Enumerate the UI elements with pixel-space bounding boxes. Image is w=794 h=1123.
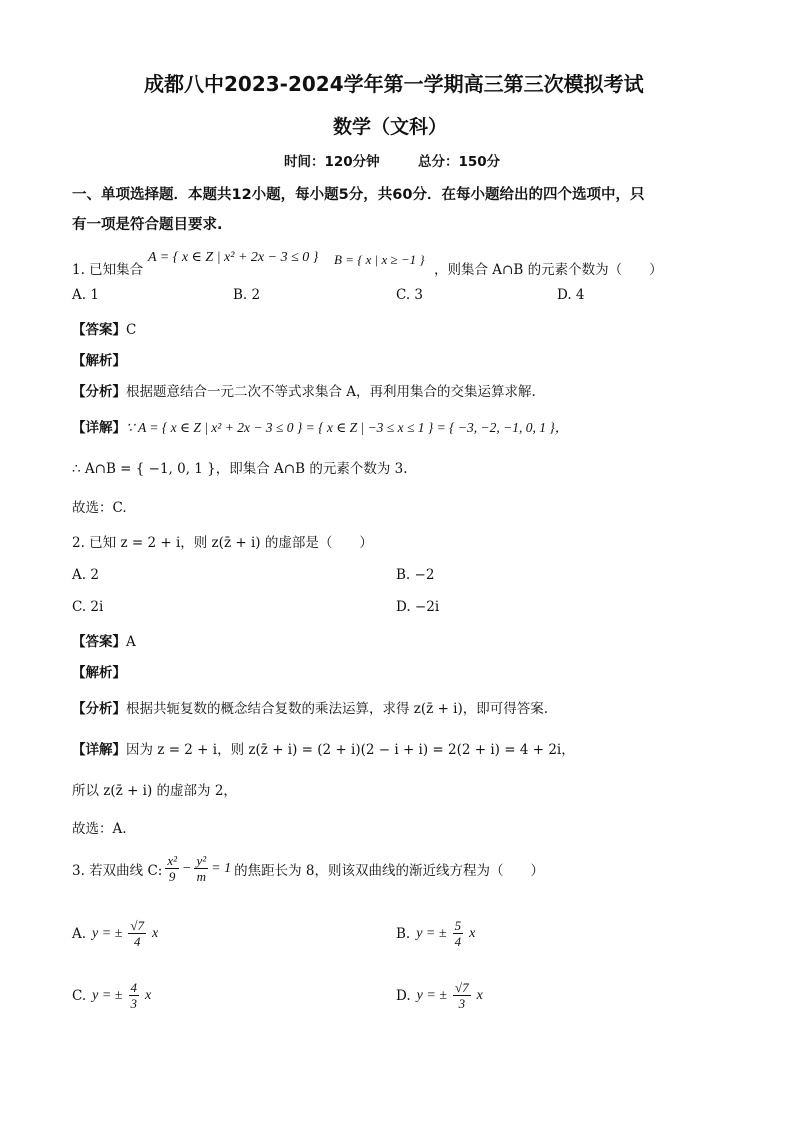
q3-option-c — [72, 980, 151, 1011]
q2-option-c: C. 2i — [72, 599, 104, 615]
q1-set-a: A = { x ∈ Z | x² + 2x − 3 ≤ 0 } — [148, 250, 319, 265]
q2-answer-tag: 【答案】 — [72, 634, 126, 650]
q2-detail2: 所以 z(z̄ + i) 的虚部为 2， — [72, 783, 237, 799]
q1-detail2: ∴ A∩B = { −1, 0, 1 }，即集合 A∩B 的元素个数为 3. — [72, 461, 408, 477]
q1-option-d: D. 4 — [557, 287, 585, 303]
q3-option-d-frac — [453, 980, 471, 1011]
q3-frac-y — [194, 853, 208, 884]
q3-stem-prefix: 3. 若双曲线 C: — [72, 862, 163, 879]
q3-option-c-pre: y = ± — [92, 987, 123, 1003]
q2-option-a: A. 2 — [72, 567, 99, 583]
q1-option-a: A. 1 — [72, 287, 99, 303]
q3-stem-suffix: 的焦距长为 8，则该双曲线的渐近线方程为（ ） — [234, 862, 544, 879]
q2-answer: A — [126, 634, 136, 650]
q3-stem — [72, 853, 544, 884]
q2-analysis-tag: 【解析】 — [72, 665, 126, 681]
q3-option-d-pre: y = ± — [416, 987, 447, 1003]
q1-set-b: B = { x | x ≥ −1 } — [334, 252, 425, 267]
q2-detail: 因为 z = 2 + i，则 z(z̄ + i) = (2 + i)(2 − i + i) = 2(2 + i) = 4 + 2i， — [126, 742, 575, 758]
q3-minus: − — [182, 860, 192, 876]
q3-option-d-num: √7 — [455, 980, 469, 995]
section-heading-line2: 有一项是符合题目要求. — [72, 217, 223, 233]
q1-detail: ∵ A = { x ∈ Z | x² + 2x − 3 ≤ 0 } = { x ∈ Z | −3 ≤ x ≤ 1 } = { −3, −2, −1, 0, 1 }， — [126, 420, 569, 435]
exam-total-score: 总分：150分 — [418, 154, 501, 170]
page-title: 成都八中2023-2024学年第一学期高三第三次模拟考试 — [144, 72, 644, 96]
q3-option-b-den: 4 — [454, 934, 462, 949]
q3-frac-x-num: x² — [167, 853, 178, 868]
q2-answer-line — [72, 630, 136, 650]
q3-option-c-frac — [129, 980, 140, 1011]
q1-fenxi: 根据题意结合一元二次不等式求集合 A，再利用集合的交集运算求解. — [126, 384, 536, 400]
q2-fenxi: 根据共轭复数的概念结合复数的乘法运算，求得 z(z̄ + i)，即可得答案. — [126, 701, 549, 717]
q3-option-b-pre: y = ± — [416, 925, 447, 941]
q2-fenxi-tag: 【分析】 — [72, 701, 126, 717]
exam-time: 时间：120分钟 — [284, 154, 380, 170]
q1-fenxi-tag: 【分析】 — [72, 384, 126, 400]
q1-answer-line — [72, 318, 136, 338]
q3-option-a-post: x — [152, 925, 159, 941]
q2-stem: 2. 已知 z = 2 + i，则 z(z̄ + i) 的虚部是（ ） — [72, 535, 373, 551]
q3-frac-x-den: 9 — [168, 869, 176, 884]
q3-option-d — [396, 980, 483, 1011]
q3-option-a-den: 4 — [133, 934, 141, 949]
q2-detail-line — [72, 738, 575, 758]
q3-option-c-post: x — [145, 987, 152, 1003]
q3-option-d-post: x — [476, 987, 483, 1003]
q3-frac-y-den: m — [196, 869, 206, 884]
q3-option-b-frac — [453, 918, 464, 949]
q3-option-b-num: 5 — [454, 918, 462, 933]
q3-option-d-den: 3 — [458, 996, 466, 1011]
q1-detail-tag: 【详解】 — [72, 420, 126, 436]
q1-stem-suffix: ，则集合 A∩B 的元素个数为（ ） — [434, 262, 663, 278]
q2-choose: 故选：A. — [72, 821, 127, 837]
section-heading-line1: 一、单项选择题．本题共12小题，每小题5分，共60分．在每小题给出的四个选项中，只 — [72, 187, 645, 203]
q3-option-b-post: x — [469, 925, 476, 941]
q3-option-a-pre: y = ± — [92, 925, 123, 941]
q1-answer: C — [126, 322, 137, 338]
q2-option-b: B. −2 — [396, 567, 435, 583]
q1-option-b: B. 2 — [233, 287, 261, 303]
q3-eq: = 1 — [211, 860, 232, 876]
q1-answer-tag: 【答案】 — [72, 322, 126, 338]
q3-option-a-frac — [128, 918, 146, 949]
q1-fenxi-line — [72, 380, 536, 400]
q1-choose: 故选：C. — [72, 500, 127, 516]
q2-option-d: D. −2i — [396, 599, 440, 615]
q3-option-a-label: A. — [72, 925, 87, 942]
q3-option-a — [72, 918, 158, 949]
q3-option-c-num: 4 — [130, 980, 137, 995]
q3-option-b — [396, 918, 475, 949]
q1-analysis-tag: 【解析】 — [72, 353, 126, 369]
q2-fenxi-line — [72, 697, 548, 717]
q2-detail-tag: 【详解】 — [72, 742, 126, 758]
q3-option-b-label: B. — [396, 925, 411, 942]
q3-frac-x — [165, 853, 179, 884]
q1-detail-line — [72, 416, 568, 436]
q3-option-c-label: C. — [72, 987, 87, 1004]
page-subtitle: 数学（文科） — [333, 116, 448, 138]
q1-stem-prefix: 1. 已知集合 — [72, 262, 144, 278]
q3-frac-y-num: y² — [196, 853, 207, 868]
q3-option-a-num: √7 — [130, 918, 145, 933]
q1-option-c: C. 3 — [396, 287, 424, 303]
q3-option-c-den: 3 — [130, 996, 137, 1011]
q3-option-d-label: D. — [396, 987, 411, 1004]
